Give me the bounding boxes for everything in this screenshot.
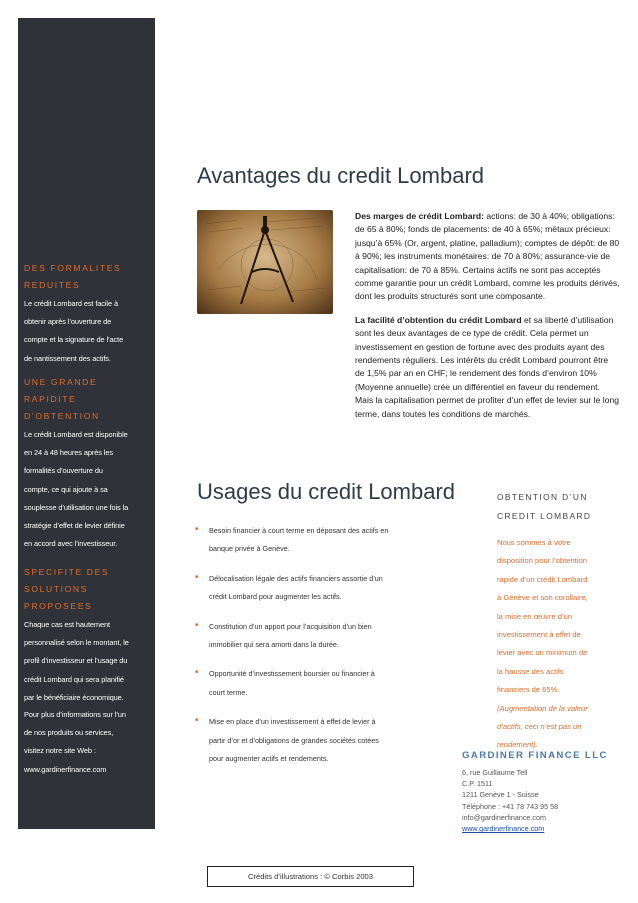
list-item: • Constitution d’un apport pour l’acquisition d’un bien immobilier qui sera amorti dans la durée. <box>195 618 445 655</box>
sidebar-section-text: Le crédit Lombard est facile à obtenir après l’ouverture de compte et la signature de l’acte de nantissement des actifs. <box>24 299 124 363</box>
list-item: • Délocalisation légale des actifs financiers assortie d’un crédit Lombard pour augmenter les actifs. <box>195 570 445 607</box>
usages-list <box>195 522 445 768</box>
obtention-note: (Augmentation de la valeur d’actifs, ceci n’est pas un rendement). <box>497 703 588 750</box>
illustration-photo <box>197 210 333 314</box>
sidebar-section-text: Le crédit Lombard est disponible en 24 à 48 heures après les formalités d’ouverture du compte, ce qui ajoute à sa souplesse d’utilisation une fois la stratégie d’effet de levier définie en accord avec l’investisseur. <box>24 430 129 549</box>
paragraph-facilite: La facilité d’obtention du crédit Lombard et sa liberté d’utilisation sont les deux avantages de ce type de crédit. Cela permet un investissement en gestion de fortune avec des produits ayant des rendements réguliers. Les intérêts du crédit Lombard pourront être de 1,5% par an en CHF; le rendement des fonds d’environ 10% (Moyenne annuelle) crée un différentiel en faveur du rendement. Mais la capitalisation permet de profiter d’un effet de levier sur le long terme, dans toutes les conditions de marchés. <box>355 314 620 419</box>
list-item: • Opportunité d’investissement boursier ou financier à court terme. <box>195 665 445 702</box>
sidebar <box>18 18 155 829</box>
sidebar-section-title: SPECIFITE DES SOLUTIONS PROPOSEES <box>24 567 110 611</box>
sidebar-section-text: Chaque cas est hautement personnalisé selon le montant, le profil d’investisseur et l’usage du crédit Lombard qui sera planifié par le bénéficiaire économique. <box>24 620 129 702</box>
sidebar-section-text: Pour plus d’informations sur l’un de nos produits ou services, visitez notre site Web : www.gardinerfinance.com <box>24 706 152 779</box>
list-item: • Mise en place d’un investissement à effet de levier à partir d’or et d’obligations de grandes sociétés cotées pour augmenter actifs et rendements. <box>195 713 445 768</box>
obtention-title: OBTENTION D’UN CREDIT LOMBARD <box>497 492 592 521</box>
obtention-text: Nous sommes à votre disposition pour l’obtention rapide d’un crédit Lombard à Genève et son corollaire, la mise en œuvre d’un investissement à effet de levier avec un minimum de la hausse des actifs financiers de 65%. <box>497 538 588 695</box>
list-item: • Besoin financier à court terme en déposant des actifs en banque privée à Genève. <box>195 522 445 559</box>
sidebar-contact-info <box>24 706 152 779</box>
company-address: 6, rue Guillaume Tell C.P. 1511 1211 Genève 1 - Suisse Téléphone : +41 78 743 95 58 info@gardinerfinance.com www.gardinerfinance.com <box>462 767 627 834</box>
company-name: GARDINER FINANCE LLC <box>462 750 608 761</box>
heading-avantages: Avantages du credit Lombard <box>197 163 484 188</box>
compass-drawing-illustration <box>197 210 333 314</box>
paragraph-marges: Des marges de crédit Lombard: actions: de 30 à 40%; obligations: de 65 à 80%; fonds de placements: de 40 à 65%; métaux précieux: jusqu’à 65% (Or, argent, platine, palladium); comptes de dépôt: de 80 à 90%; les instruments monétaires: de 70 à 80%; assurance-vie de capitalisation: de 70 à 85%. Certains actifs ne sont pas acceptés comme garantie pour un crédit Lombard, comme les produits dérivés, dont les produits structurés sont une composante. <box>355 211 620 302</box>
company-phone: Téléphone : +41 78 743 95 58 <box>462 801 559 811</box>
company-info <box>462 750 627 834</box>
obtention-panel <box>497 488 627 755</box>
heading-usages: Usages du credit Lombard <box>197 479 456 504</box>
illustration-credits: Crédits d’illustrations : © Corbis 2003 <box>207 866 414 887</box>
avantages-text <box>355 210 620 421</box>
sidebar-section-specifite <box>24 564 152 707</box>
sidebar-section-title: DES FORMALITES REDUITES <box>24 263 122 290</box>
sidebar-website-link[interactable]: www.gardinerfinance.com <box>24 764 107 774</box>
sidebar-section-formalites <box>24 260 152 368</box>
sidebar-section-title: UNE GRANDE RAPIDITE D’OBTENTION <box>24 377 100 421</box>
sidebar-section-rapidite <box>24 374 152 553</box>
company-email[interactable]: info@gardinerfinance.com <box>462 812 547 822</box>
company-website-link[interactable]: www.gardinerfinance.com <box>462 824 545 834</box>
